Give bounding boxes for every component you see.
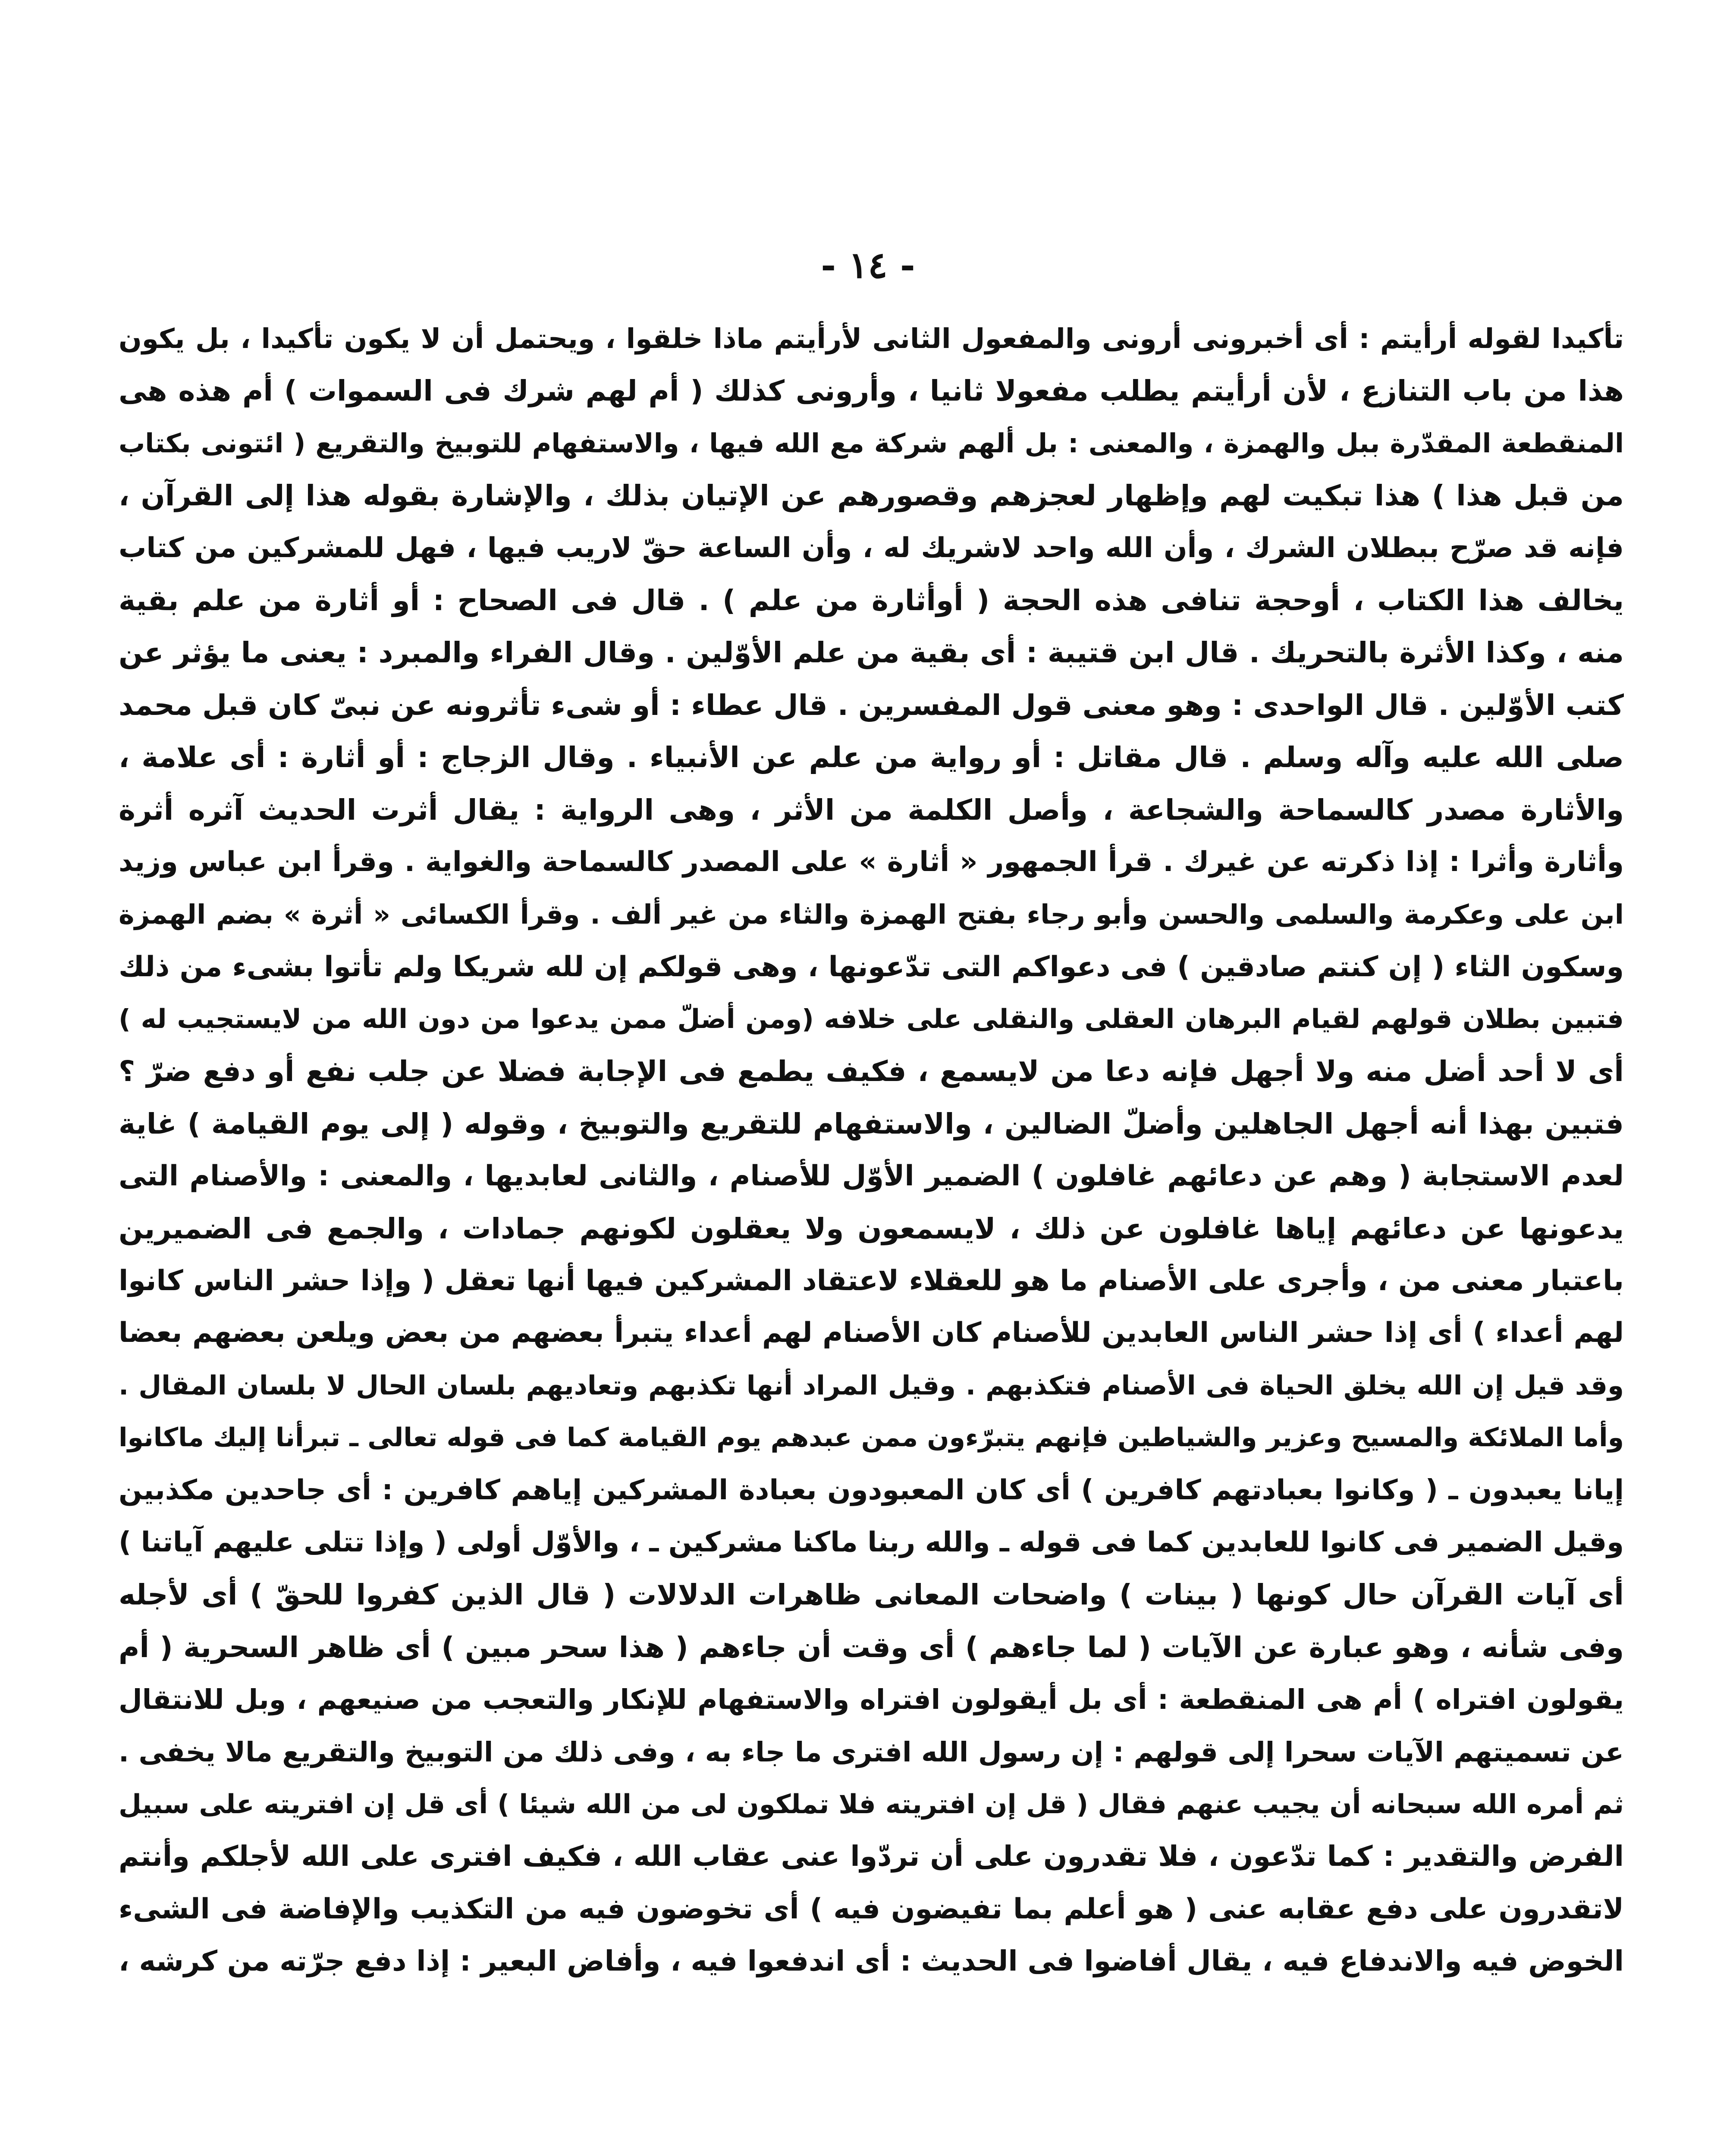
text-line: فتبين بهذا أنه أجهل الجاهلين وأضلّ الضالين ، والاستفهام للتقريع والتوبيخ ، وقوله ( إلى يوم القيامة ) غاية [119,1107,1624,1141]
text-line: منه ، وكذا الأثرة بالتحريك . قال ابن قتيبة : أى بقية من علم الأوّلين . وقال الفراء والمبرد : يعنى ما يؤثر عن [119,636,1624,670]
text-line: لهم أعداء ) أى إذا حشر الناس العابدين للأصنام كان الأصنام لهم أعداء يتبرأ بعضهم من بعض ويلعن بعضهم بعضا [119,1317,1624,1349]
text-line: صلى الله عليه وآله وسلم . قال مقاتل : أو رواية من علم عن الأنبياء . وقال الزجاج : أو أثارة : أى علامة ، [119,741,1624,774]
text-line: لعدم الاستجابة ( وهم عن دعائهم غافلون ) الضمير الأوّل للأصنام ، والثانى لعابديها ، والمعنى : والأصنام التى [119,1160,1624,1193]
text-line: والأثارة مصدر كالسماحة والشجاعة ، وأصل الكلمة من الأثر ، وهى الرواية : يقال أثرت الحديث آثره أثرة [119,793,1624,827]
text-line: من قبل هذا ) هذا تبكيت لهم وإظهار لعجزهم وقصورهم عن الإتيان بذلك ، والإشارة بقوله هذا إلى القرآن ، [119,479,1624,513]
text-line: وأثارة وأثرا : إذا ذكرته عن غيرك . قرأ الجمهور « أثارة » على المصدر كالسماحة والغواية . وقرأ ابن عباس وزيد [119,846,1624,878]
page-number: - ١٤ - [821,244,915,286]
text-line: فتبين بطلان قولهم لقيام البرهان العقلى والنقلى على خلافه (ومن أضلّ ممن يدعوا من دون الله من لايستجيب له ) [119,1004,1624,1035]
text-line: ابن على وعكرمة والسلمى والحسن وأبو رجاء بفتح الهمزة والثاء من غير ألف . وقرأ الكسائى « أثرة » بضم الهمزة [119,899,1624,931]
text-line: وقيل الضمير فى كانوا للعابدين كما فى قوله ـ والله ربنا ماكنا مشركين ـ ، والأوّل أولى ( وإذا تتلى عليهم آياتنا ) [119,1526,1624,1558]
text-line: ثم أمره الله سبحانه أن يجيب عنهم فقال ( قل إن افتريته فلا تملكون لى من الله شيئا ) أى قل إن افتريته على سبيل [119,1789,1624,1820]
text-line: لاتقدرون على دفع عقابه عنى ( هو أعلم بما تفيضون فيه ) أى تخوضون فيه من التكذيب والإفاضة فى الشىء [119,1893,1624,1925]
text-line: المنقطعة المقدّرة ببل والهمزة ، والمعنى : بل ألهم شركة مع الله فيها ، والاستفهام للتوبيخ والتقريع ( ائتونى بكتاب [119,428,1624,459]
text-line: وفى شأنه ، وهو عبارة عن الآيات ( لما جاءهم ) أى وقت أن جاءهم ( هذا سحر مبين ) أى ظاهر السحرية ( أم [119,1630,1624,1664]
text-body [119,313,1624,1988]
text-line: إيانا يعبدون ـ ( وكانوا بعبادتهم كافرين ) أى كان المعبودون بعبادة المشركين إياهم كافرين : أى جاحدين مكذبين [119,1474,1624,1506]
text-line: عن تسميتهم الآيات سحرا إلى قولهم : إن رسول الله افترى ما جاء به ، وفى ذلك من التوبيخ والتقريع مالا يخفى . [119,1736,1624,1768]
text-line: يخالف هذا الكتاب ، أوحجة تنافى هذه الحجة ( أوأثارة من علم ) . قال فى الصحاح : أو أثارة من علم بقية [119,583,1624,617]
text-line: وقد قيل إن الله يخلق الحياة فى الأصنام فتكذبهم . وقيل المراد أنها تكذبهم وتعاديهم بلسان الحال لا بلسان المقال . [119,1370,1624,1401]
text-line: أى لا أحد أضل منه ولا أجهل فإنه دعا من لايسمع ، فكيف يطمع فى الإجابة فضلا عن جلب نفع أو دفع ضرّ ؟ [119,1055,1624,1088]
text-line: تأكيدا لقوله أرأيتم : أى أخبرونى أرونى والمفعول الثانى لأرأيتم ماذا خلقوا ، ويحتمل أن لا يكون تأكيدا ، بل يكون [119,323,1624,354]
text-line: هذا من باب التنازع ، لأن أرأيتم يطلب مفعولا ثانيا ، وأرونى كذلك ( أم لهم شرك فى السموات ) أم هذه هى [119,374,1624,408]
text-line: فإنه قد صرّح ببطلان الشرك ، وأن الله واحد لاشريك له ، وأن الساعة حقّ لاريب فيها ، فهل للمشركين من كتاب [119,532,1624,564]
text-line: وسكون الثاء ( إن كنتم صادقين ) فى دعواكم التى تدّعونها ، وهى قولكم إن لله شريكا ولم تأتوا بشىء من ذلك [119,950,1624,983]
text-line: كتب الأوّلين . قال الواحدى : وهو معنى قول المفسرين . قال عطاء : أو شىء تأثرونه عن نبىّ كان قبل محمد [119,688,1624,722]
text-line: يقولون افتراه ) أم هى المنقطعة : أى بل أيقولون افتراه والاستفهام للإنكار والتعجب من صنيعهم ، وبل للانتقال [119,1684,1624,1716]
text-line: الخوض فيه والاندفاع فيه ، يقال أفاضوا فى الحديث : أى اندفعوا فيه ، وأفاض البعير : إذا دفع جرّته من كرشه ، [119,1945,1624,1978]
text-line: باعتبار معنى من ، وأجرى على الأصنام ما هو للعقلاء لاعتقاد المشركين فيها أنها تعقل ( وإذا حشر الناس كانوا [119,1265,1624,1297]
text-line: الفرض والتقدير : كما تدّعون ، فلا تقدرون على أن تردّوا عنى عقاب الله ، فكيف افترى على الله لأجلكم وأنتم [119,1840,1624,1873]
text-line: أى آيات القرآن حال كونها ( بينات ) واضحات المعانى ظاهرات الدلالات ( قال الذين كفروا للحقّ ) أى لأجله [119,1578,1624,1612]
text-line: يدعونها عن دعائهم إياها غافلون عن ذلك ، لايسمعون ولا يعقلون لكونهم جمادات ، والجمع فى الضميرين [119,1212,1624,1245]
text-line: وأما الملائكة والمسيح وعزير والشياطين فإنهم يتبرّءون ممن عبدهم يوم القيامة كما فى قوله تعالى ـ تبرأنا إليك ماكانوا [119,1423,1624,1453]
